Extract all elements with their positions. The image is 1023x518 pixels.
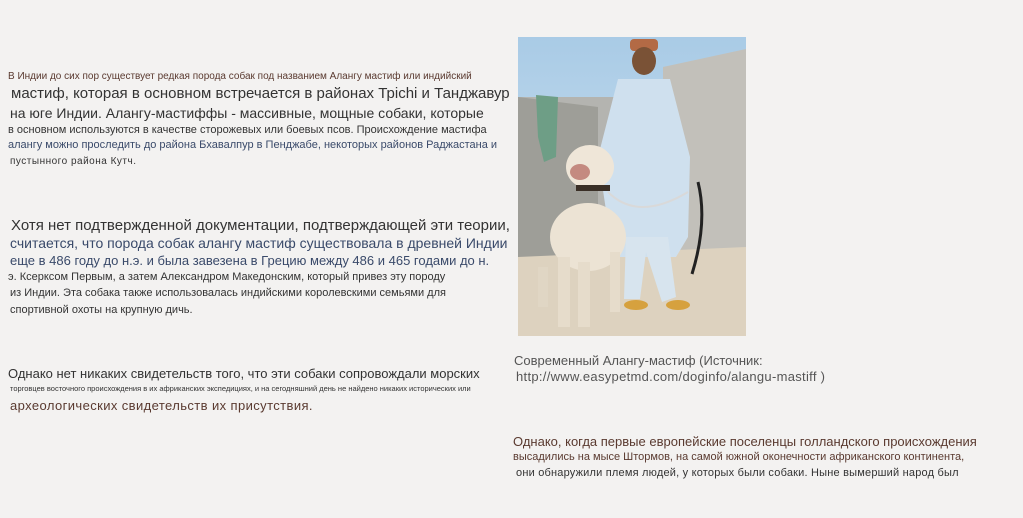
text-line: из Индии. Эта собака также использовалась индийскими королевскими семьями для xyxy=(10,287,446,299)
text-line: торговцев восточного происхождения в их африканских экспедициях, и на сегодняшний день не найдено никаких исторических или xyxy=(10,384,471,393)
text-line: в основном используются в качестве сторожевых или боевых псов. Происхождение мастифа xyxy=(8,124,487,136)
text-line: алангу можно проследить до района Бхавалпур в Пенджабе, некоторых районов Раджастана и xyxy=(8,139,498,151)
text-line: археологических свидетельств их присутствия. xyxy=(10,398,313,413)
text-line: В Индии до сих пор существует редкая порода собак под названием Алангу мастиф или индийский xyxy=(8,71,472,82)
text-line: мастиф, которая в основном встречается в районах Трichi и Танджавур xyxy=(11,85,510,102)
text-line: высадились на мысе Штормов, на самой южной оконечности африканского континента, xyxy=(513,451,965,463)
source-link[interactable]: http://www.easypetmd.com/doginfo/alangu-mastiff ) xyxy=(516,369,826,384)
text-line: Однако нет никаких свидетельств того, что эти собаки сопровождали морских xyxy=(8,366,480,381)
text-line: Однако, когда первые европейские поселенцы голландского происхождения xyxy=(513,434,977,449)
alangu-mastiff-image xyxy=(518,37,746,336)
text-line: считается, что порода собак алангу мастиф существовала в древней Индии xyxy=(10,235,508,251)
caption-line: Современный Алангу-мастиф (Источник: xyxy=(514,353,763,368)
text-line: э. Ксерксом Первым, а затем Александром Македонским, который привез эту породу xyxy=(8,271,446,283)
text-line: спортивной охоты на крупную дичь. xyxy=(10,304,193,316)
text-line: они обнаружили племя людей, у которых были собаки. Ныне вымерший народ был xyxy=(516,467,959,479)
text-line: пустынного района Кутч. xyxy=(10,156,137,167)
dog-photo xyxy=(518,37,746,336)
text-line: на юге Индии. Алангу-мастиффы - массивные, мощные собаки, которые xyxy=(10,105,484,121)
text-line: Хотя нет подтвержденной документации, подтверждающей эти теории, xyxy=(11,217,510,234)
text-line: еще в 486 году до н.э. и была завезена в Грецию между 486 и 465 годами до н. xyxy=(10,253,490,268)
